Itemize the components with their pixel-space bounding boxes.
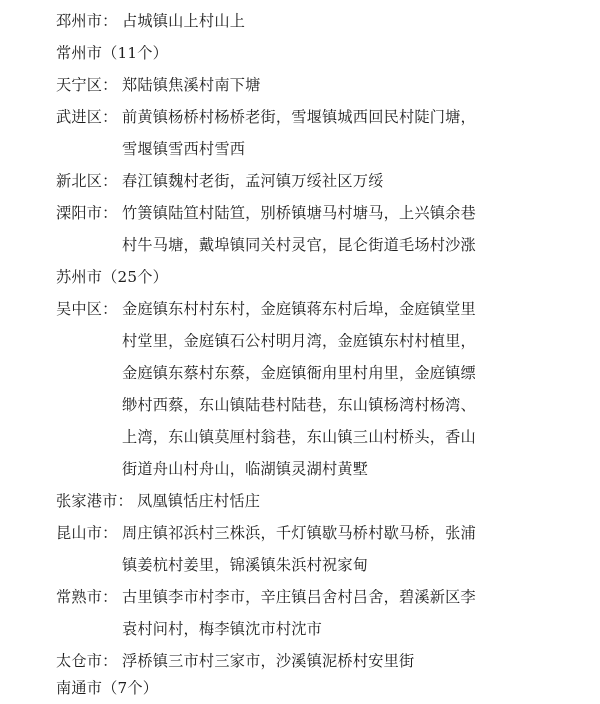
list-item [0,197,600,229]
city-heading-text: 常州市（11个） [56,44,169,62]
list-item [0,5,600,37]
village-list: 周庄镇祁浜村三株浜，千灯镇歇马桥村歇马桥，张浦 [122,524,476,542]
village-list: 古里镇李市村李市，辛庄镇吕舍村吕舍，碧溪新区李 [122,588,476,606]
list-item [0,581,600,613]
list-item [0,101,600,133]
village-list: 袁村问村，梅李镇沈市村沈市 [122,620,323,638]
village-list: 凤凰镇恬庄村恬庄 [137,492,261,510]
city-heading [0,37,600,69]
village-list: 金庭镇东村村东村，金庭镇蒋东村后埠，金庭镇堂里 [122,300,476,318]
village-list: 浮桥镇三市村三家市，沙溪镇泥桥村安里街 [122,652,415,670]
district-label: 新北区： [56,172,118,190]
village-list: 缈村西蔡，东山镇陆巷村陆巷，东山镇杨湾村杨湾、 [122,396,476,414]
district-label: 武进区： [56,108,118,126]
list-item [0,485,600,517]
list-item-continuation [0,549,600,581]
city-heading-text: 苏州市（25个） [56,268,169,286]
district-label: 天宁区： [56,76,118,94]
village-list: 雪堰镇雪西村雪西 [122,140,246,158]
district-label: 常熟市： [56,588,118,606]
village-list: 竹箦镇陆笪村陆笪，别桥镇塘马村塘马，上兴镇余巷 [122,204,476,222]
district-label: 邳州市： [56,12,118,30]
village-list: 街道舟山村舟山，临湖镇灵湖村黄墅 [122,460,369,478]
list-item-continuation [0,421,600,453]
district-label: 溧阳市： [56,204,118,222]
list-item-continuation [0,133,600,165]
village-list: 占城镇山上村山上 [122,12,246,30]
list-item [0,293,600,325]
list-item-continuation [0,453,600,485]
city-heading [0,261,600,293]
village-list: 前黄镇杨桥村杨桥老街，雪堰镇城西回民村陡门塘， [122,108,476,126]
district-label: 太仓市： [56,652,118,670]
village-list: 村堂里，金庭镇石公村明月湾，金庭镇东村村植里， [122,332,476,350]
district-label: 昆山市： [56,524,118,542]
list-item-continuation [0,613,600,645]
village-list: 郑陆镇焦溪村南下塘 [122,76,261,94]
village-list: 金庭镇东蔡村东蔡，金庭镇衙甪里村甪里，金庭镇缥 [122,364,476,382]
list-item-continuation [0,229,600,261]
district-label: 吴中区： [56,300,118,318]
village-list: 上湾，东山镇莫厘村翁巷，东山镇三山村桥头，香山 [122,428,476,446]
list-item-continuation [0,357,600,389]
list-item-continuation [0,389,600,421]
village-list: 村牛马塘，戴埠镇同关村灵官，昆仑街道毛场村沙涨 [122,236,476,254]
list-item [0,69,600,101]
list-item-continuation [0,325,600,357]
city-heading-text: 南通市（7个） [56,679,159,697]
village-list: 春江镇魏村老街，孟河镇万绥社区万绥 [122,172,384,190]
list-item [0,165,600,197]
list-item [0,517,600,549]
district-label: 张家港市： [56,492,133,510]
city-heading [0,672,600,704]
village-list: 镇姜杭村姜里，锦溪镇朱浜村祝家甸 [122,556,369,574]
